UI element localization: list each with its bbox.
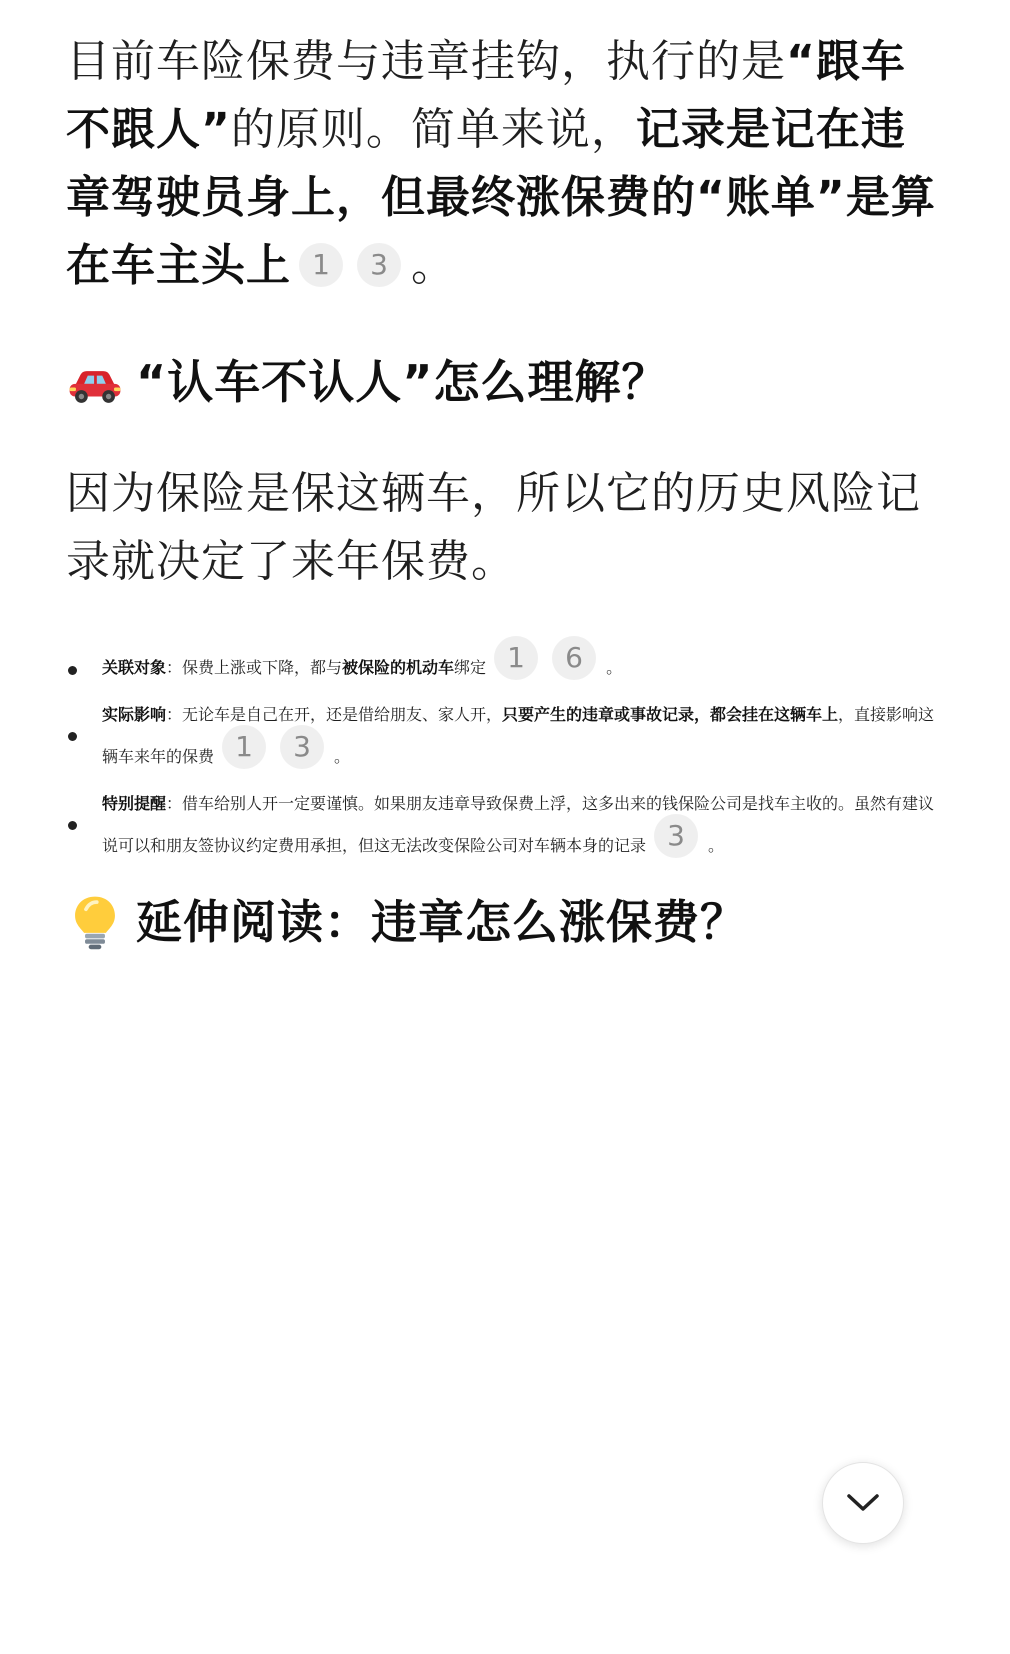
bullet-label: 特别提醒	[102, 794, 167, 813]
section-title: 延伸阅读：违章怎么涨保费？	[136, 895, 747, 949]
intro-bold-1: “跟车不跟人”	[66, 36, 906, 155]
car-icon	[66, 353, 124, 411]
bullet-bold: 被保险的机动车	[342, 658, 455, 677]
section-heading-car	[66, 348, 936, 416]
intro-paragraph	[66, 28, 936, 300]
section-heading-reading	[66, 888, 936, 956]
bullet-text: ：借车给别人开一定要谨慎。如果朋友违章导致保费上浮，这多出来的钱保险公司是找车主收的。虽然有建议说可以和朋友签协议约定费用承担，但这无法改变保险公司对车辆本身的记录	[102, 794, 935, 855]
intro-period: 。	[411, 240, 456, 291]
bullet-text: ：无论车是自己在开，还是借给朋友、家人开，	[166, 705, 503, 724]
intro-text-2: 的原则。简单来说，	[230, 104, 636, 155]
bullet-period: 。	[708, 836, 725, 855]
chevron-down-icon	[845, 1492, 881, 1514]
section-title: “认车不认人”怎么理解？	[136, 355, 669, 409]
list-item	[66, 791, 936, 858]
intro-text-1: 目前车险保费与违章挂钩，执行的是	[66, 36, 786, 87]
bullet-text: ：保费上涨或下降，都与	[166, 658, 343, 677]
answer-content	[66, 28, 936, 956]
bullet-period: 。	[334, 747, 351, 766]
citation-badge[interactable]: 6	[552, 636, 596, 680]
bullet-label: 关联对象	[102, 658, 167, 677]
citation-badge[interactable]: 1	[222, 725, 266, 769]
citation-badge[interactable]: 3	[357, 243, 401, 287]
citation-badge[interactable]: 3	[280, 725, 324, 769]
lightbulb-icon	[66, 893, 124, 951]
scroll-down-button[interactable]	[822, 1462, 904, 1544]
bullet-list	[66, 636, 936, 858]
section-paragraph: 因为保险是保这辆车，所以它的历史风险记录就决定了来年保费。	[66, 468, 921, 587]
bullet-period: 。	[606, 658, 623, 677]
citation-badge[interactable]: 1	[299, 243, 343, 287]
citation-badge[interactable]: 1	[494, 636, 538, 680]
citation-badge[interactable]: 3	[654, 814, 698, 858]
list-item	[66, 636, 936, 680]
bullet-bold: 只要产生的违章或事故记录，都会挂在这辆车上	[502, 705, 839, 724]
bullet-label: 实际影响	[102, 705, 167, 724]
bullet-text: ，直接影响这辆车来年的保费	[102, 705, 935, 766]
bullet-text: 绑定	[454, 658, 487, 677]
list-item	[66, 702, 936, 769]
intro-bold-2: 记录是记在违章驾驶员身上，但最终涨保费的“账单”是算在车主头上	[66, 104, 936, 291]
